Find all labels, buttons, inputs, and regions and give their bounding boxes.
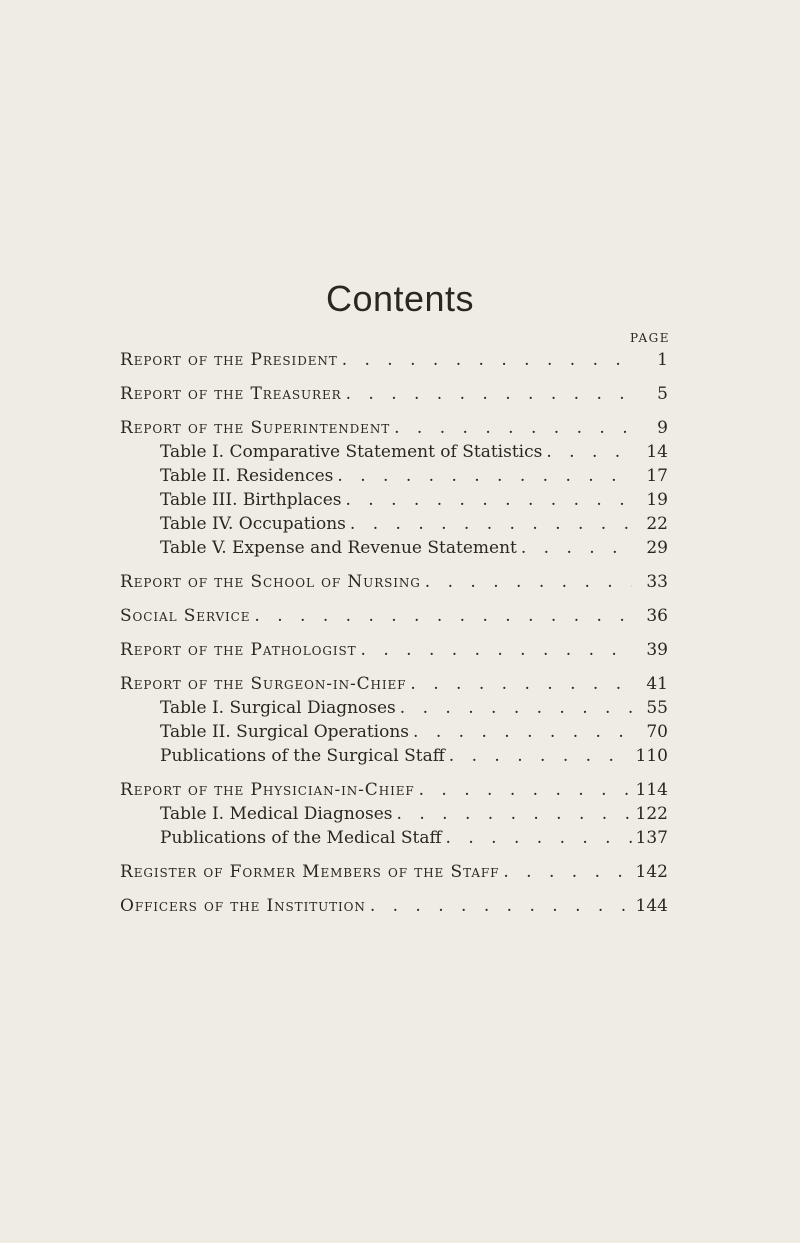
toc-entry[interactable] <box>120 604 668 628</box>
dot-leader <box>346 512 632 536</box>
dot-leader <box>393 802 632 826</box>
toc-entry-label: Table II. Residences <box>160 466 334 486</box>
dot-leader <box>542 440 632 464</box>
toc-entry-page: 114 <box>635 780 668 800</box>
toc-subentry[interactable] <box>120 464 668 488</box>
toc-entry-label: Publications of the Medical Staff <box>160 828 442 848</box>
toc-entry-label: Table II. Surgical Operations <box>160 722 410 742</box>
toc-entry-label: Report of the Treasurer <box>120 384 342 404</box>
toc-entry-label: Publications of the Surgical Staff <box>160 746 445 766</box>
toc-entry[interactable] <box>120 638 668 662</box>
page-column-label: PAGE <box>630 331 670 345</box>
toc-entry-page: 55 <box>646 698 668 718</box>
toc-entry-page: 39 <box>646 640 668 660</box>
toc-entry-page: 137 <box>635 828 668 848</box>
toc-subentry[interactable] <box>120 720 668 744</box>
toc-entry-page: 5 <box>657 384 668 404</box>
toc-entry-page: 110 <box>635 746 668 766</box>
toc-entry[interactable] <box>120 382 668 406</box>
toc-entry-page: 144 <box>635 896 668 916</box>
toc-entry-label: Report of the Surgeon-in-Chief <box>120 674 407 694</box>
toc-entry-label: Report of the School of Nursing <box>120 572 421 592</box>
toc-entry[interactable] <box>120 570 668 594</box>
toc-entry-label: Report of the President <box>120 350 338 370</box>
dot-leader <box>250 604 632 628</box>
page-title: Contents <box>325 278 475 319</box>
dot-leader <box>499 860 632 884</box>
toc-subentry[interactable] <box>120 826 668 850</box>
toc-entry-label: Report of the Physician-in-Chief <box>120 780 415 800</box>
toc-entry[interactable] <box>120 348 668 372</box>
toc-entry-page: 19 <box>646 490 668 510</box>
toc-subentry[interactable] <box>120 696 668 720</box>
dot-leader <box>390 416 632 440</box>
toc-entry[interactable] <box>120 416 668 440</box>
toc-entry[interactable] <box>120 894 668 918</box>
toc-entry-label: Table IV. Occupations <box>160 514 346 534</box>
toc-entry-label: Register of Former Members of the Staff <box>120 862 500 882</box>
toc-subentry[interactable] <box>120 512 668 536</box>
toc-entry-page: 142 <box>635 862 668 882</box>
dot-leader <box>406 672 632 696</box>
dot-leader <box>445 744 632 768</box>
toc-entry-label: Report of the Pathologist <box>120 640 357 660</box>
dot-leader <box>338 348 632 372</box>
toc-entry-page: 33 <box>646 572 668 592</box>
toc-entry-page: 41 <box>646 674 668 694</box>
toc-entry-label: Table V. Expense and Revenue Statement <box>160 538 517 558</box>
dot-leader <box>415 778 632 802</box>
toc-entry[interactable] <box>120 672 668 696</box>
toc-entry-page: 17 <box>646 466 668 486</box>
toc-entry[interactable] <box>120 778 668 802</box>
toc-subentry[interactable] <box>120 802 668 826</box>
toc-entry-page: 36 <box>646 606 668 626</box>
dot-leader <box>421 570 632 594</box>
toc-subentry[interactable] <box>120 536 668 560</box>
toc-entry-label: Table III. Birthplaces <box>160 490 342 510</box>
toc-entry-label: Officers of the Institution <box>120 896 366 916</box>
dot-leader <box>342 382 632 406</box>
dot-leader <box>396 696 632 720</box>
toc-entry-label: Table I. Surgical Diagnoses <box>160 698 396 718</box>
toc-subentry[interactable] <box>120 440 668 464</box>
toc-entry-page: 1 <box>657 350 668 370</box>
toc-subentry[interactable] <box>120 744 668 768</box>
toc-subentry[interactable] <box>120 488 668 512</box>
table-of-contents <box>120 348 668 918</box>
toc-entry[interactable] <box>120 860 668 884</box>
dot-leader <box>442 826 632 850</box>
toc-entry-label: Report of the Superintendent <box>120 418 391 438</box>
dot-leader <box>333 464 632 488</box>
toc-entry-page: 29 <box>646 538 668 558</box>
toc-entry-page: 70 <box>646 722 668 742</box>
toc-entry-page: 14 <box>646 442 668 462</box>
toc-entry-label: Table I. Comparative Statement of Statistics <box>160 442 543 462</box>
dot-leader <box>342 488 633 512</box>
toc-entry-page: 122 <box>635 804 668 824</box>
dot-leader <box>409 720 632 744</box>
dot-leader <box>357 638 632 662</box>
toc-entry-page: 9 <box>657 418 668 438</box>
toc-entry-label: Social Service <box>120 606 251 626</box>
toc-entry-label: Table I. Medical Diagnoses <box>160 804 393 824</box>
toc-entry-page: 22 <box>646 514 668 534</box>
dot-leader <box>366 894 632 918</box>
dot-leader <box>517 536 632 560</box>
